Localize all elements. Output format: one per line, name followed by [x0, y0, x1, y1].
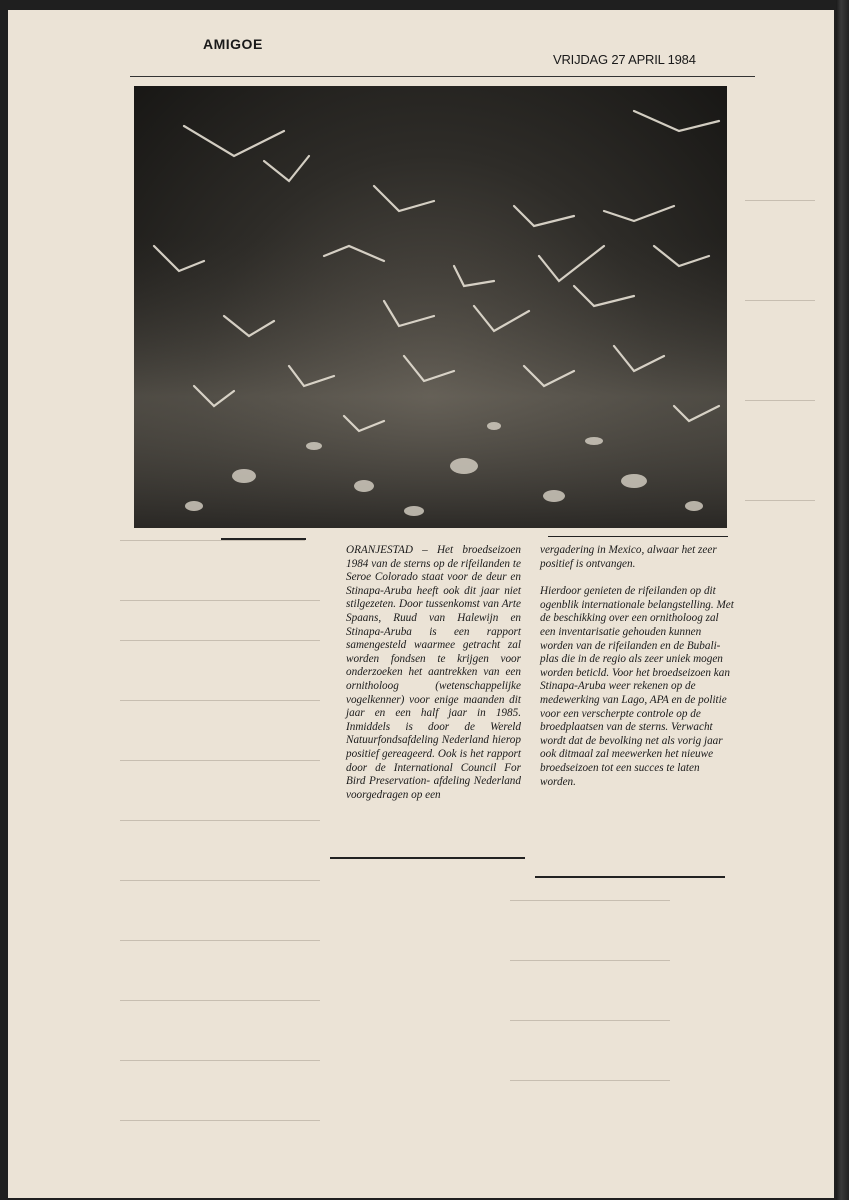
page-binding-edge: [836, 0, 849, 1200]
article-bottom-rule-right: [535, 876, 725, 878]
article-bottom-rule-left: [330, 857, 525, 859]
article-top-rule-left: [221, 538, 306, 540]
bird-photo-graphic: [134, 86, 727, 528]
header-rule: [130, 76, 755, 77]
article-paragraph: ORANJESTAD – Het broedseizoen 1984 van de sterns op de rifeilanden te Seroe Colorado staat voor de deur en Stinapa-Aruba heeft ook dit jaar niet stilgezeten. Door tussenkomst van Arte Spaans, Ruud van Halewijn en Stinapa-Aruba is een rapport samengesteld waarmee getracht zal worden fondsen te krijgen voor onderzoeken het aantrekken van een ornitholoog (wetenschappelijke vogelkenner) voor enige maanden dit jaar en een half jaar in 1985. Inmiddels is door de Wereld Natuurfondsafdeling Nederland hierop positief gereageerd. Ook is het rapport door de International Council For Bird Preservation- afdeling Nederland voorgedragen op een: [346, 544, 521, 801]
masthead: AMIGOE: [203, 36, 263, 52]
article-paragraph: vergadering in Mexico, alwaar het zeer positief is ontvangen.: [540, 544, 717, 570]
article-column-right: [540, 544, 735, 789]
article-paragraph: Hierdoor genieten de rifeilanden op dit ogenblik internationale belangstelling. Met de beschikking over een ornitholoog zal een inventarisatie gehouden kunnen worden van de rifeilanden en de Bubali-plas die in de regio als zeer uniek mogen worden beticld. Voor het broedseizoen kan Stinapa-Aruba weer rekenen op de medewerking van Lago, APA en de politie voor een verscherpte controle op de broedplaatsen van de sterns. Verwacht wordt dat de bevolking net als vorig jaar ook ditmaal zal meewerken het nieuwe broedseizoen tot een succes te laten worden.: [540, 585, 734, 788]
issue-date: VRIJDAG 27 APRIL 1984: [553, 52, 696, 67]
article-column-left: [346, 544, 521, 802]
bird-photo: [134, 86, 727, 528]
article-top-rule-right: [548, 536, 728, 537]
